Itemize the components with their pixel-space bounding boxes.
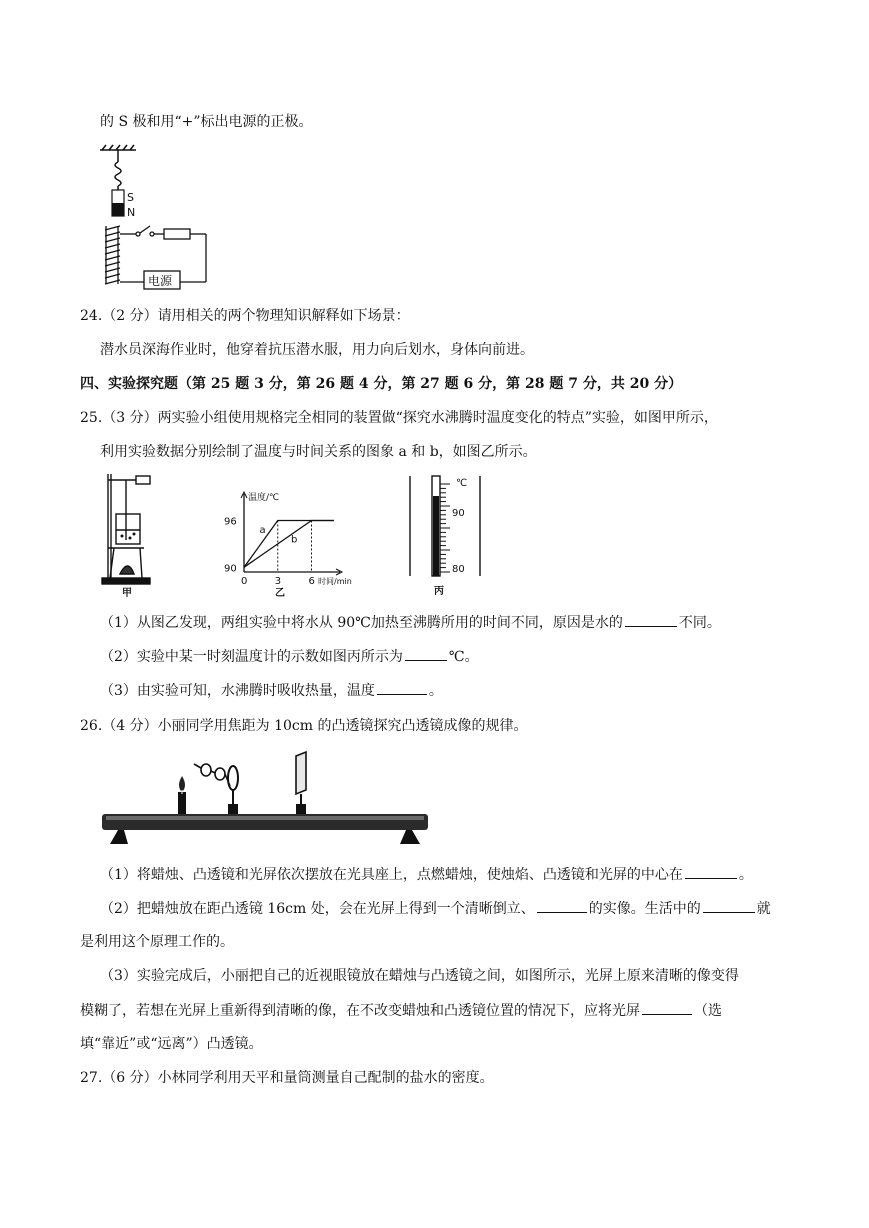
caption-jia: 甲 — [122, 588, 132, 599]
series-label-a: a — [259, 524, 266, 536]
power-source-label: 电源 — [148, 274, 173, 288]
q25-sub3-text: （3）由实验可知，水沸腾时吸收热量，温度 — [100, 683, 375, 699]
y-axis-label: 温度/℃ — [248, 493, 280, 503]
q26-sub1-text: （1）将蜡烛、凸透镜和光屏依次摆放在光具座上，点燃蜡烛，使烛焰、凸透镜和光屏的中心在 — [100, 867, 683, 883]
q25-sub1 — [100, 612, 721, 633]
x-tick-label: 3 — [274, 576, 282, 587]
x-axis-label: 时间/min — [318, 577, 352, 586]
q25-sub1-tail: 不同。 — [678, 615, 721, 631]
series-label-b: b — [291, 534, 298, 546]
section4-title: 四、实验探究题（第 25 题 3 分，第 26 题 4 分，第 27 题 6 分，第 28 题 7 分，共 20 分） — [80, 376, 683, 392]
q26-sub1-blank[interactable] — [685, 864, 737, 879]
q27-stem: 27.（6 分）小林同学利用天平和量筒测量自己配制的盐水的密度。 — [80, 1070, 494, 1086]
q26-sub3-text: 模糊了，若想在光屏上重新得到清晰的像，在不改变蜡烛和凸透镜位置的情况下，应将光屏 — [80, 1003, 640, 1019]
chart-plot-area — [224, 491, 352, 599]
thermo-unit: ℃ — [456, 478, 468, 489]
q25-sub3-tail: 。 — [428, 683, 443, 699]
y-tick-label: 90 — [224, 563, 237, 575]
q25-sub2 — [100, 646, 479, 667]
q26-sub3-blank[interactable] — [642, 1000, 692, 1015]
q26-sub3-tail: （选 — [694, 1003, 722, 1019]
x-tick-label: 6 — [308, 576, 315, 587]
q25-sub3-blank[interactable] — [377, 680, 427, 695]
q25-sub3 — [100, 680, 443, 701]
q26-sub2-mid: 的实像。生活中的 — [588, 901, 701, 917]
q25-stem-line1: 25.（3 分）两实验小组使用规格完全相同的装置做“探究水沸腾时温度变化的特点”实验，如图甲所示， — [80, 410, 718, 426]
label-n: N — [127, 206, 136, 219]
fig25-chart-yi — [222, 480, 352, 600]
q25-sub2-tail: ℃。 — [448, 649, 479, 665]
q25-stem-line2: 利用实验数据分别绘制了温度与时间关系的图象 a 和 b，如图乙所示。 — [100, 444, 537, 460]
q26-sub2-blank1[interactable] — [537, 898, 587, 913]
q26-sub2-blank2[interactable] — [703, 898, 755, 913]
q26-sub3-line1: （3）实验完成后，小丽把自己的近视眼镜放在蜡烛与凸透镜之间，如图所示，光屏上原来清晰的像变得 — [100, 968, 739, 984]
q25-sub2-blank[interactable] — [405, 646, 447, 661]
q25-sub1-text: （1）从图乙发现，两组实验中将水从 90℃加热至沸腾所用的时间不同，原因是水的 — [100, 615, 623, 631]
q26-sub2-tail: 就 — [756, 901, 771, 917]
q26-sub2-cont: 是利用这个原理工作的。 — [80, 934, 234, 950]
q23-text: 的 S 极和用“+”标出电源的正极。 — [100, 114, 313, 130]
fig25-thermometer-bing — [404, 472, 484, 598]
q26-sub1 — [100, 864, 753, 885]
x-tick-label: 0 — [241, 576, 248, 587]
series-line-a — [244, 520, 334, 567]
q26-sub3-line2 — [80, 1000, 722, 1021]
thermo-label-80: 80 — [452, 564, 465, 575]
fig26-optical-bench — [98, 746, 434, 846]
y-tick-label: 96 — [224, 516, 237, 528]
label-s: S — [127, 191, 134, 204]
caption-bing: 丙 — [434, 586, 444, 597]
fig25-apparatus-jia — [96, 470, 156, 598]
q25-sub2-text: （2）实验中某一时刻温度计的示数如图丙所示为 — [100, 649, 403, 665]
q25-sub1-blank[interactable] — [625, 612, 677, 627]
q24-scene: 潜水员深海作业时，他穿着抗压潜水服，用力向后划水，身体向前进。 — [100, 342, 534, 358]
q26-sub2 — [100, 898, 771, 919]
caption-yi: 乙 — [275, 588, 285, 599]
series-line-b — [244, 520, 334, 567]
q26-sub2-text: （2）把蜡烛放在距凸透镜 16cm 处，会在光屏上得到一个清晰倒立、 — [100, 901, 535, 917]
fig23-electromagnet-circuit — [96, 144, 216, 290]
q26-stem: 26.（4 分）小丽同学用焦距为 10cm 的凸透镜探究凸透镜成像的规律。 — [80, 718, 528, 734]
q24-stem: 24.（2 分）请用相关的两个物理知识解释如下场景： — [80, 308, 410, 324]
q26-sub3-line3: 填“靠近”或“远离”）凸透镜。 — [80, 1036, 263, 1052]
thermo-label-90: 90 — [452, 508, 465, 519]
q26-sub1-tail: 。 — [738, 867, 753, 883]
